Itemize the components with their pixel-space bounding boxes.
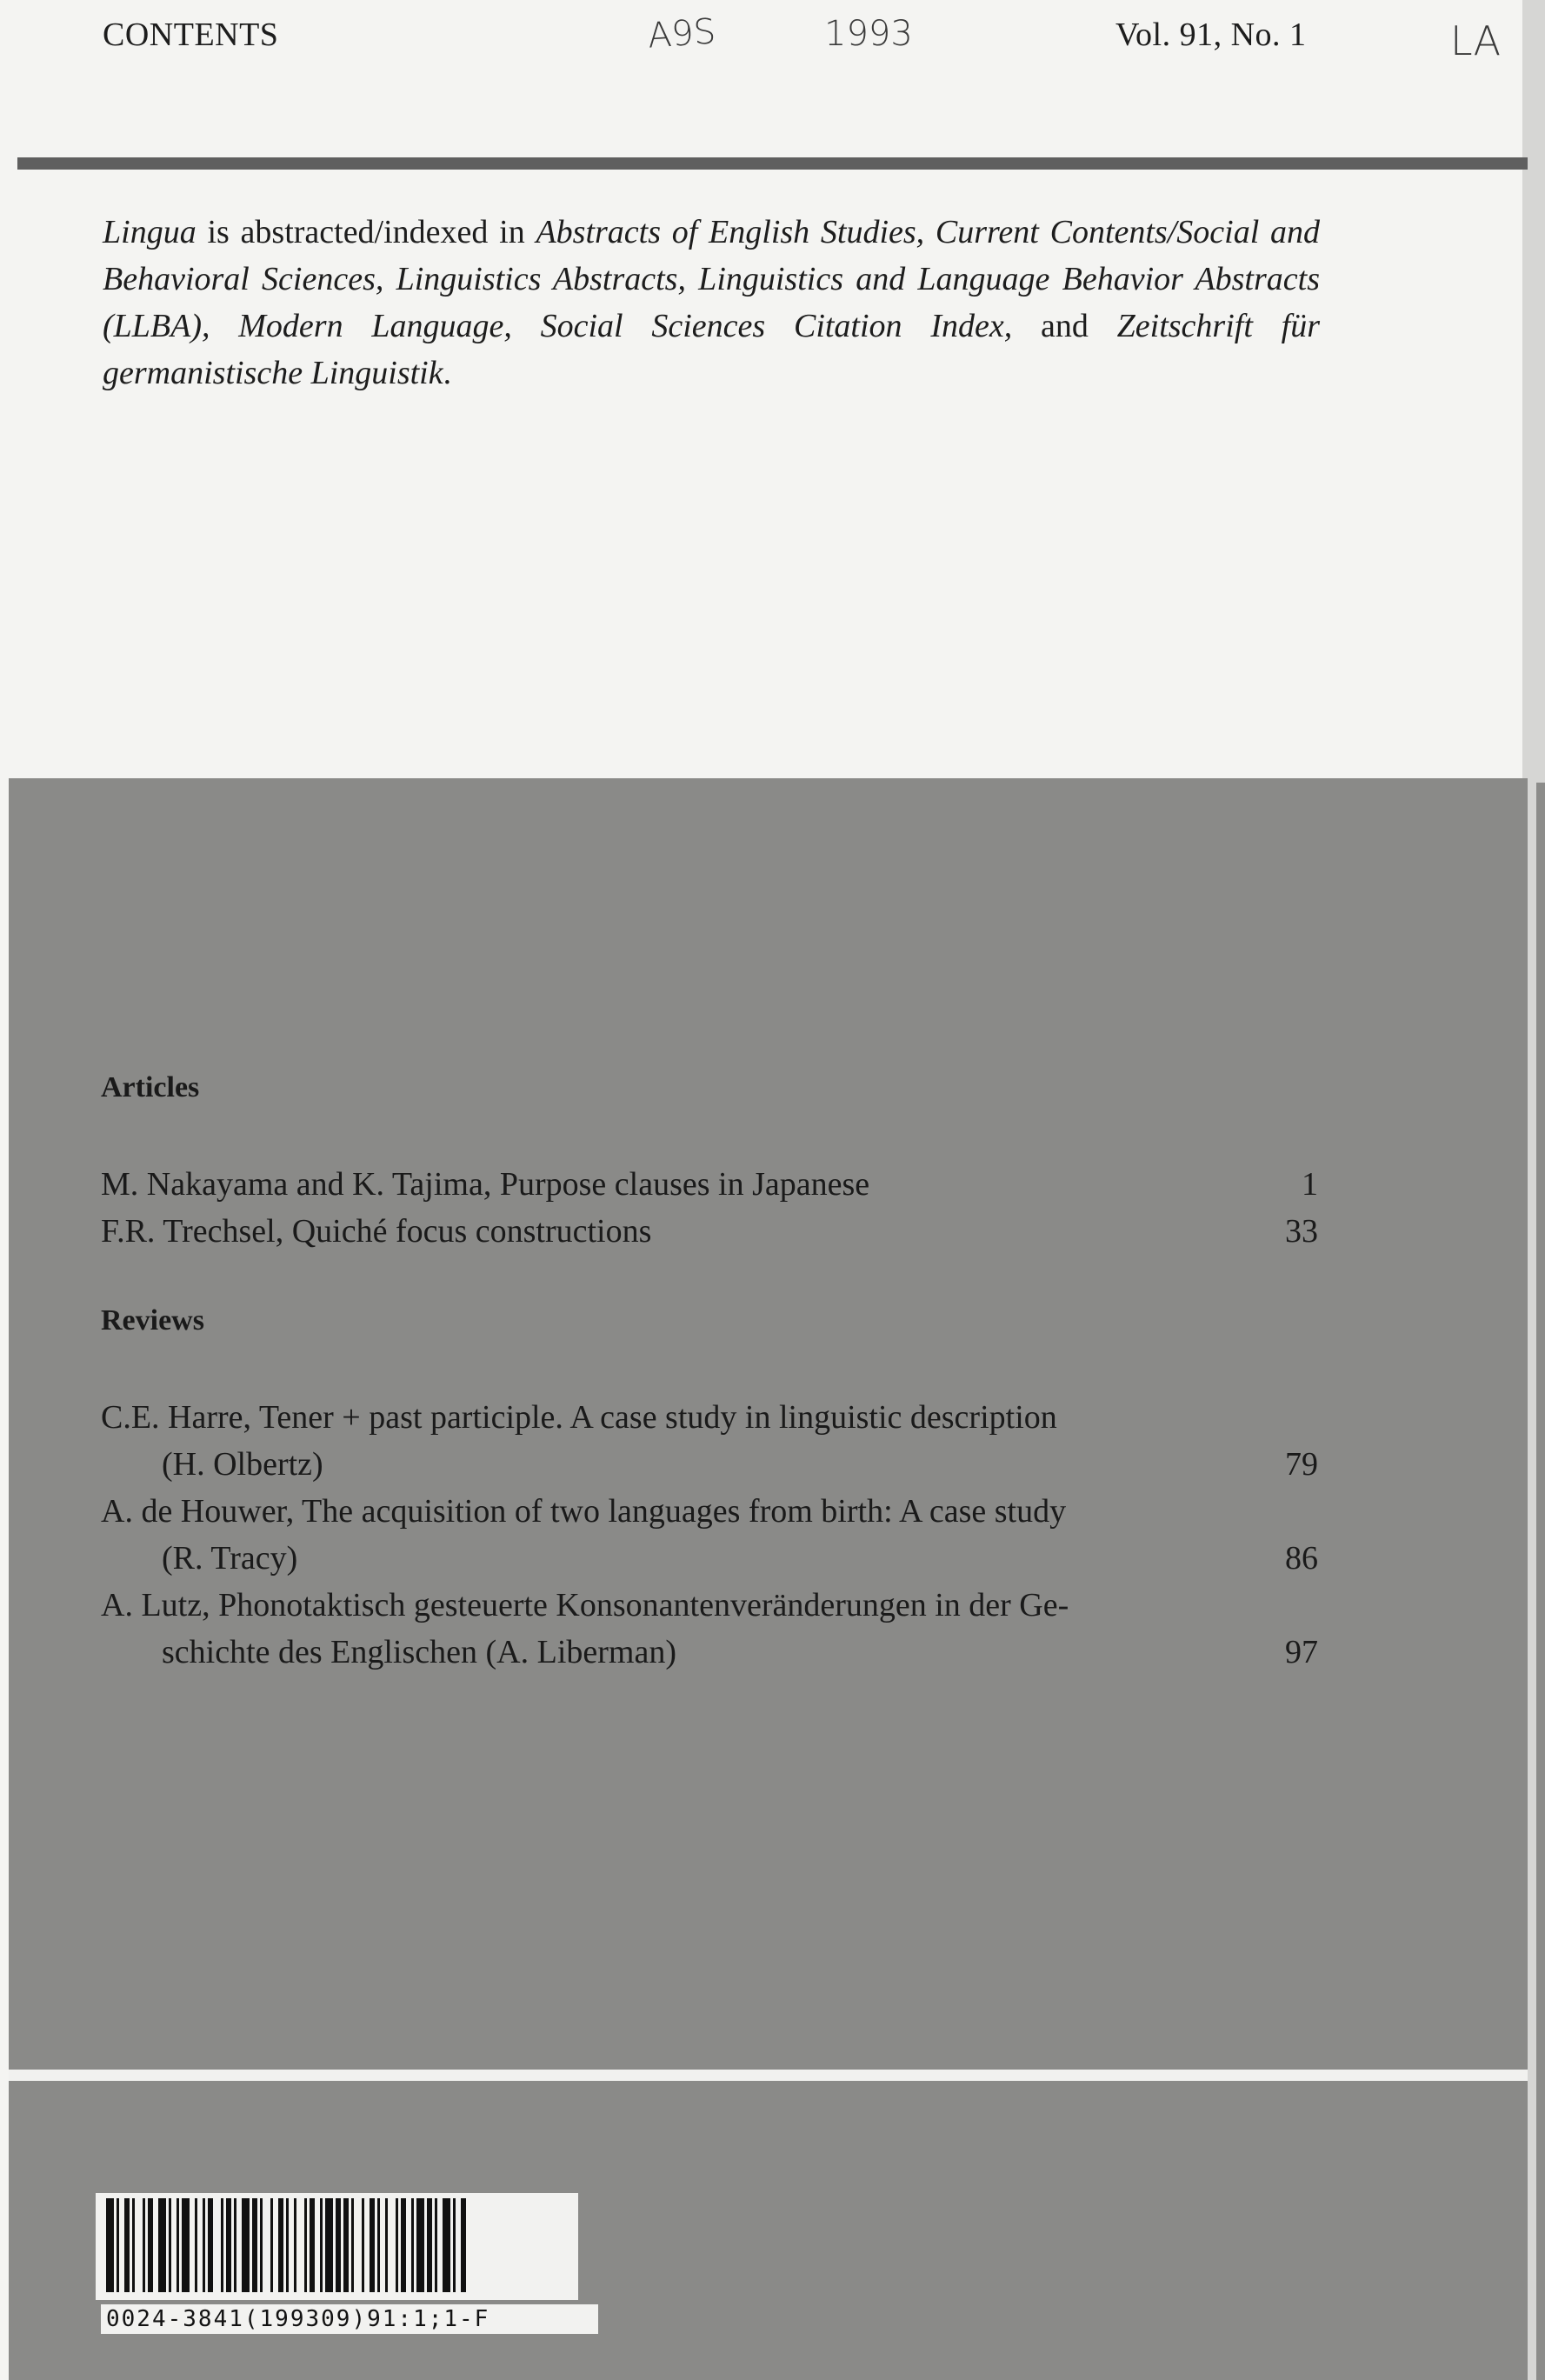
toc-entry-text: A. de Houwer, The acquisition of two languages from birth: A case study	[101, 1493, 1067, 1530]
barcode-bar	[304, 2198, 307, 2292]
indexing-text: and	[1012, 308, 1117, 344]
articles-heading: Articles	[101, 1071, 200, 1103]
barcode-bar	[294, 2198, 296, 2292]
barcode-bar	[370, 2198, 375, 2292]
handwritten-note: 1993	[824, 14, 913, 54]
barcode-bar	[461, 2198, 466, 2292]
indexing-title: Zeitschrift für germanistische Linguistik	[103, 308, 1320, 391]
volume-label: Vol. 91, No. 1	[1115, 17, 1307, 53]
toc-entry	[101, 1208, 1318, 1255]
barcode-bar	[336, 2198, 341, 2292]
indexing-text: .	[443, 355, 452, 391]
barcode-bar	[416, 2198, 424, 2292]
barcode-bar	[351, 2198, 354, 2292]
barcode-number: 0024-3841(199309)91:1;1-F	[101, 2304, 598, 2334]
barcode-bar	[234, 2198, 236, 2292]
toc-page-number: 86	[1285, 1540, 1318, 1577]
barcode-bars	[103, 2198, 572, 2296]
barcode-bar	[270, 2198, 273, 2292]
reviews-list	[101, 1394, 1318, 1676]
barcode-bar	[320, 2198, 323, 2292]
barcode-bar	[208, 2198, 213, 2292]
barcode-bar	[260, 2198, 263, 2292]
barcode-bar	[195, 2198, 197, 2292]
articles-list	[101, 1161, 1318, 1255]
barcode-bar	[176, 2198, 179, 2292]
barcode-bar	[427, 2198, 432, 2292]
barcode-bar	[182, 2198, 190, 2292]
indexing-note	[103, 209, 1320, 397]
toc-page-number: 1	[1302, 1166, 1318, 1203]
toc-entry-text: F.R. Trechsel, Quiché focus constructions	[101, 1213, 652, 1250]
barcode-bar	[325, 2198, 333, 2292]
barcode-bar	[377, 2198, 380, 2292]
barcode-bar	[362, 2198, 364, 2292]
reviews-heading: Reviews	[101, 1304, 204, 1337]
barcode-bar	[401, 2198, 406, 2292]
panel-divider	[9, 2070, 1528, 2081]
barcode-bar	[124, 2198, 130, 2292]
barcode-bar	[385, 2198, 388, 2292]
toc-page-number: 97	[1285, 1634, 1318, 1670]
toc-entry-text: schichte des Englischen (A. Liberman)	[162, 1634, 676, 1670]
barcode-bar	[226, 2198, 231, 2292]
barcode-bar	[169, 2198, 171, 2292]
barcode-bar	[435, 2198, 437, 2292]
toc-entry-text: (H. Olbertz)	[162, 1446, 323, 1483]
handwritten-note: A9S	[646, 11, 717, 57]
barcode-bar	[158, 2198, 166, 2292]
toc-entry-text: M. Nakayama and K. Tajima, Purpose clauses in Japanese	[101, 1166, 870, 1203]
indexing-titles: Abstracts of English Studies, Current Contents/Social and Behavioral Sciences, Linguistics Abstracts, Linguistics and Language Behavior Abstracts (LLBA), Modern Language, Social Sciences Citation Index,	[103, 214, 1320, 344]
barcode-bar	[286, 2198, 289, 2292]
barcode-bar	[252, 2198, 257, 2292]
toc-entry	[101, 1394, 1318, 1488]
toc-entry	[101, 1488, 1318, 1582]
barcode-bar	[411, 2198, 414, 2292]
toc-entry	[101, 1582, 1318, 1676]
indexing-text: is abstracted/indexed in	[196, 214, 536, 250]
barcode-bar	[278, 2198, 283, 2292]
barcode-bar	[221, 2198, 223, 2292]
barcode-bar	[132, 2198, 135, 2292]
barcode-bar	[117, 2198, 119, 2292]
toc-entry-text: A. Lutz, Phonotaktisch gesteuerte Konsonantenveränderungen in der Ge-	[101, 1587, 1069, 1623]
barcode-bar	[148, 2198, 153, 2292]
top-rule	[17, 157, 1528, 170]
toc-entry-text: (R. Tracy)	[162, 1540, 298, 1577]
barcode-bar	[143, 2198, 145, 2292]
toc-page-number: 33	[1285, 1213, 1318, 1250]
barcode	[96, 2193, 578, 2300]
journal-name: Lingua	[103, 214, 196, 250]
barcode-bar	[106, 2198, 114, 2292]
barcode-bar	[242, 2198, 250, 2292]
toc-entry-text: C.E. Harre, Tener + past participle. A case study in linguistic description	[101, 1399, 1057, 1436]
toc-entry	[101, 1161, 1318, 1208]
barcode-bar	[443, 2198, 450, 2292]
contents-label: CONTENTS	[103, 17, 279, 53]
barcode-bar	[396, 2198, 398, 2292]
barcode-bar	[453, 2198, 456, 2292]
barcode-bar	[310, 2198, 315, 2292]
toc-page-number: 79	[1285, 1446, 1318, 1483]
handwritten-note: LA	[1450, 17, 1502, 64]
barcode-bar	[343, 2198, 349, 2292]
barcode-bar	[203, 2198, 205, 2292]
page-edge-shadow	[1536, 783, 1545, 2380]
